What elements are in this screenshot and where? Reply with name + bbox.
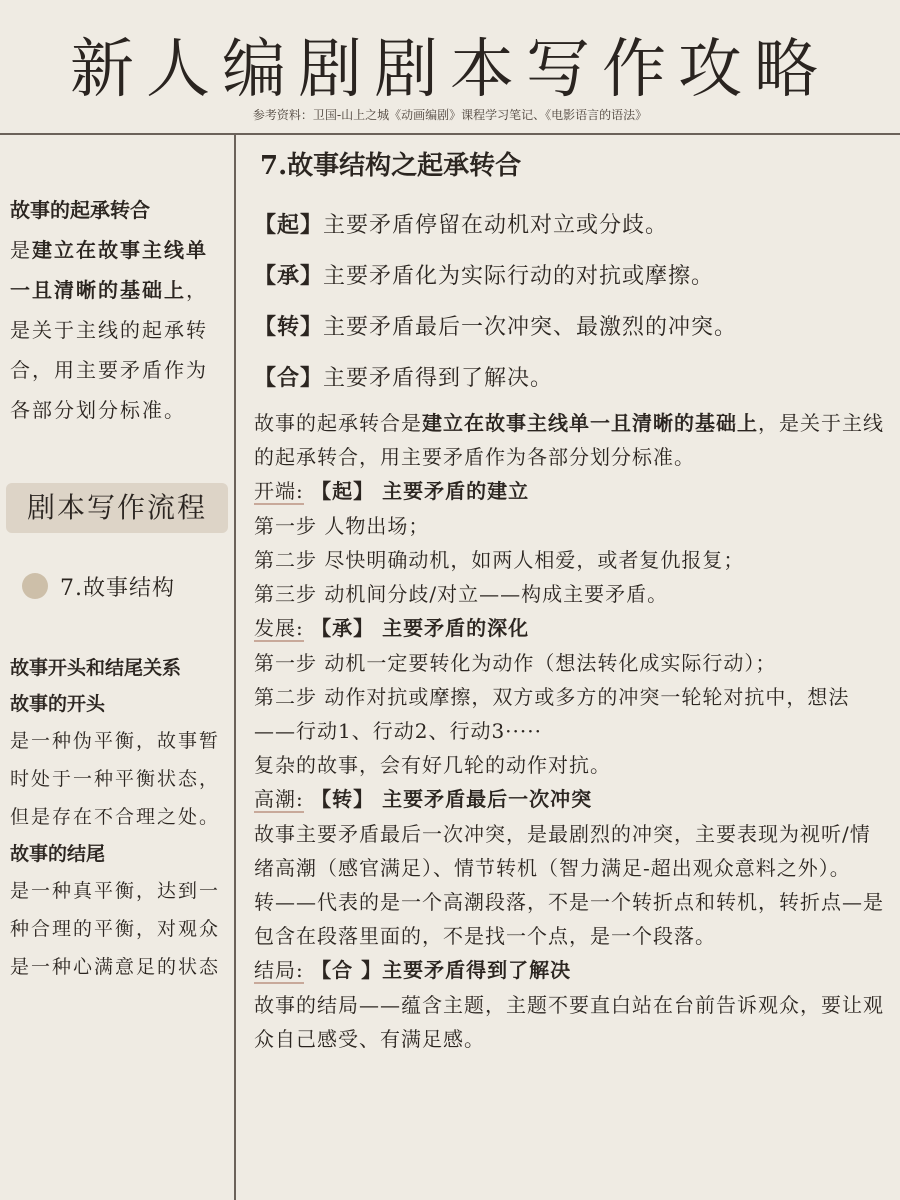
keyword-text: 主要矛盾最后一次冲突、最激烈的冲突。 <box>323 315 738 340</box>
stage-heading <box>254 611 884 646</box>
keyword-tag: 【转】 <box>254 314 324 340</box>
keyword-text: 主要矛盾得到了解决。 <box>323 366 554 391</box>
stage-line: 故事的结局——蕴含主题，主题不要直白站在台前告诉观众，要让观众自己感受、有满足感。 <box>254 993 884 1051</box>
keyword-text: 主要矛盾化为实际行动的对抗或摩擦。 <box>323 264 715 289</box>
keyword-tag: 【起】 <box>254 212 324 238</box>
section-title: 7.故事结构之起承转合 <box>260 151 522 181</box>
stage-heading <box>254 953 884 988</box>
keyword-line <box>254 353 884 404</box>
relation-heading: 故事开头和结尾关系 <box>10 657 182 679</box>
stage-title: 【起】 主要矛盾的建立 <box>311 479 530 503</box>
stage-line: 转——代表的是一个高潮段落，不是一个转折点和转机，转折点—是包含在段落里面的，不是找一个点，是一个段落。 <box>254 890 884 948</box>
summary-text-bold: 建立在故事主线单一且清晰的基础上 <box>10 238 208 302</box>
keyword-line <box>254 251 884 302</box>
summary-heading: 故事的起承转合 <box>10 198 150 222</box>
stage-title: 【转】 主要矛盾最后一次冲突 <box>311 787 593 811</box>
stage-name: 发展: <box>254 616 304 640</box>
stage-title: 【承】 主要矛盾的深化 <box>311 616 530 640</box>
stage-line: 第一步 人物出场； <box>254 514 430 538</box>
sidebar-summary <box>10 190 225 430</box>
stage-line: 故事主要矛盾最后一次冲突，是最剧烈的冲突，主要表现为视听/情绪高潮（感官满足）、情节转机（智力满足-超出观众意料之外）。 <box>254 822 871 880</box>
stage-line: 第一步 动机一定要转化为动作（想法转化成实际行动）； <box>254 651 777 675</box>
stage-heading <box>254 782 884 817</box>
main-content <box>254 146 884 1056</box>
stage-line: 第三步 动机间分歧/对立——构成主要矛盾。 <box>254 582 669 606</box>
flow-pill: 剧本写作流程 <box>6 483 228 533</box>
step-dot-icon <box>22 573 48 599</box>
keyword-tag: 【承】 <box>254 263 324 289</box>
intro-text-1: 故事的起承转合是 <box>254 411 422 435</box>
stage-line: 复杂的故事，会有好几轮的动作对抗。 <box>254 753 611 777</box>
stage-line: 第二步 尽快明确动机，如两人相爱，或者复仇报复； <box>254 548 745 572</box>
sidebar-relation <box>10 650 225 986</box>
stage-heading <box>254 474 884 509</box>
current-step <box>22 566 175 606</box>
keyword-text: 主要矛盾停留在动机对立或分歧。 <box>323 213 669 238</box>
page-title: 新人编剧剧本写作攻略 <box>70 33 830 107</box>
summary-text <box>10 230 225 430</box>
stage-name: 高潮: <box>254 787 304 811</box>
summary-text-2: ，是关于主线的起承转合，用主要矛盾作为各部分划分标准。 <box>10 278 208 422</box>
intro-text-2: ，是关于主线的起承转合，用主要矛盾作为各部分划分标准。 <box>254 411 884 469</box>
keyword-tag: 【合】 <box>254 365 324 391</box>
stage-title: 【合 】主要矛盾得到了解决 <box>311 958 572 982</box>
ending-heading: 故事的结尾 <box>10 843 106 865</box>
stage-name: 开端: <box>254 479 304 503</box>
keyword-line <box>254 302 884 353</box>
summary-text-1: 是 <box>10 238 32 262</box>
header-divider <box>0 133 900 135</box>
opening-text: 是一种伪平衡，故事暂时处于一种平衡状态，但是存在不合理之处。 <box>10 730 221 828</box>
stage-line: 第二步 动作对抗或摩擦，双方或多方的冲突一轮轮对抗中，想法——行动1、行动2、行动3····· <box>254 685 850 743</box>
intro-text-bold: 建立在故事主线单一且清晰的基础上 <box>422 411 758 435</box>
opening-heading: 故事的开头 <box>10 693 106 715</box>
stage-name: 结局: <box>254 958 304 982</box>
column-divider <box>234 135 236 1200</box>
keyword-line <box>254 200 884 251</box>
reference-note: 参考资料：卫国-山上之城《动画编剧》课程学习笔记、《电影语言的语法》 <box>252 108 648 122</box>
intro-paragraph <box>254 406 884 474</box>
ending-text: 是一种真平衡，达到一种合理的平衡，对观众是一种心满意足的状态 <box>10 880 221 978</box>
current-step-label: 7.故事结构 <box>60 575 175 601</box>
